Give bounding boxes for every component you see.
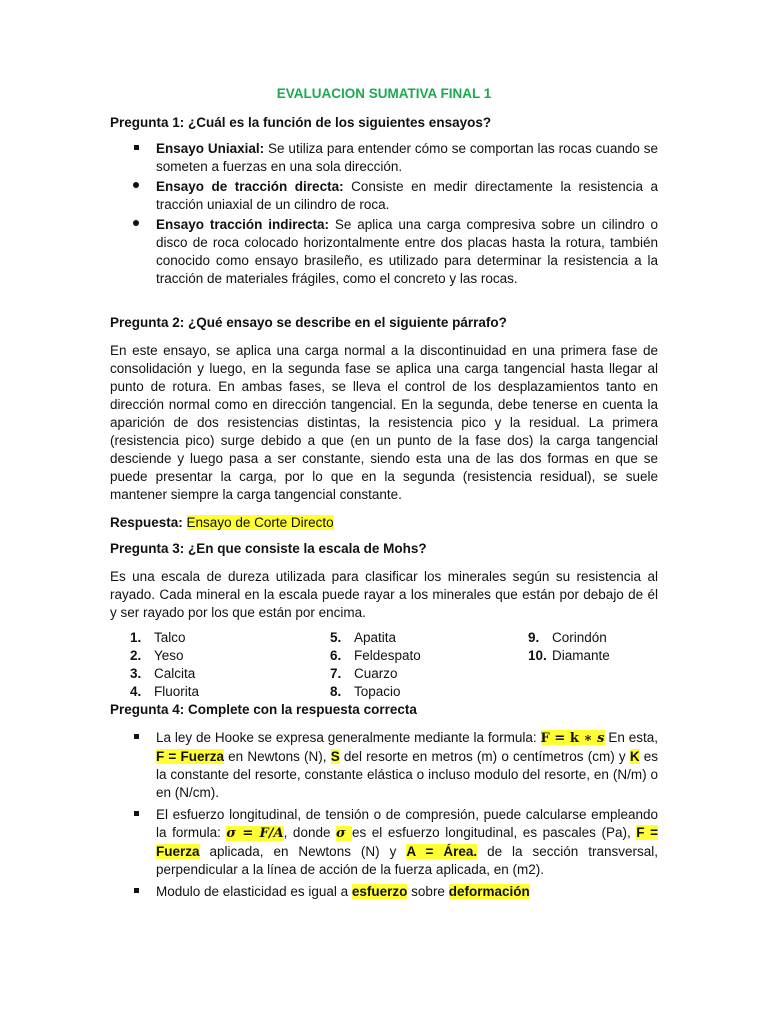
question-2-heading: Pregunta 2: ¿Qué ensayo se describe en el siguiente párrafo? [110, 315, 507, 330]
term-description: Consiste en medir directamente la resistencia a tracción uniaxial de un cilindro de roca. [156, 179, 658, 212]
answer-highlight: F = Fuerza [156, 749, 224, 764]
question-1-list [110, 140, 658, 288]
formula-highlight: F = k ∗ s [540, 731, 605, 746]
mohs-column-3 [528, 629, 610, 665]
formula-highlight: σ [336, 826, 352, 841]
list-item: 10. Diamante [528, 648, 610, 663]
term-label: Ensayo Uniaxial: [156, 141, 265, 156]
question-2-section [110, 314, 658, 532]
question-4-section [110, 701, 658, 903]
list-item: 4. Fluorita [130, 684, 200, 699]
square-bullet-icon [130, 806, 142, 824]
question-4-list [110, 729, 658, 901]
answer-highlight: S [330, 749, 340, 764]
round-bullet-icon [130, 216, 142, 234]
mohs-column-2 [330, 629, 421, 701]
list-item: 9. Corindón [528, 630, 607, 645]
list-item: 3. Calcita [130, 666, 196, 681]
answer-highlight: K [629, 749, 640, 764]
question-3-paragraph: Es una escala de dureza utilizada para clasificar los minerales según su resistencia al rayado. Cada mineral en la escala puede rayar a los minerales que están por debajo de él y ser rayado por los que están por encima. [110, 569, 658, 620]
question-3-section [110, 540, 658, 622]
question-3-heading: Pregunta 3: ¿En que consiste la escala de Mohs? [110, 541, 427, 556]
square-bullet-icon [130, 729, 142, 747]
list-item: 6. Feldespato [330, 648, 421, 663]
document-title: EVALUACION SUMATIVA FINAL 1 [276, 86, 492, 101]
list-item: 2. Yeso [130, 648, 184, 663]
term-label: Ensayo tracción indirecta: [156, 217, 330, 232]
list-item: 1. Talco [130, 630, 186, 645]
term-description: Se utiliza para entender cómo se comportan las rocas cuando se someten a fuerzas en una sola dirección. [156, 141, 658, 174]
mohs-column-1 [130, 629, 199, 701]
question-1-section [110, 114, 658, 290]
question-4-heading: Pregunta 4: Complete con la respuesta correcta [110, 702, 417, 717]
list-item [110, 216, 658, 288]
round-bullet-icon [130, 178, 142, 196]
list-item: El esfuerzo longitudinal, de tensión o de compresión, puede calcularse empleando la formula: σ = F/A, donde σ es el esfuerzo longitudinal, es pascales (Pa), F = Fuerza aplicada, en Newtons (N) y A = Área. de la sección transversal, perpendicular a la línea de acción de la fuerza aplicada, en (m2). [110, 806, 658, 879]
answer-highlight: deformación [448, 884, 530, 899]
answer-highlight: Ensayo de Corte Directo [186, 515, 334, 530]
answer-highlight: A = Área. [406, 844, 478, 859]
list-item: 8. Topacio [330, 684, 401, 699]
square-bullet-icon [130, 140, 142, 158]
answer-highlight: F = Fuerza [156, 825, 658, 859]
question-2-paragraph: En este ensayo, se aplica una carga normal a la discontinuidad en una primera fase de consolidación y luego, en la segunda fase se aplica una carga tangencial hasta llegar al punto de rotura. En ambas fases, se lleva el control de los desplazamientos tanto en dirección normal como en dirección tangencial. En la segunda, debe tenerse en cuenta la aparición de dos resistencias distintas, la resistencia pico y la residual. La primera (resistencia pico) surge debido a que (en un punto de la fase dos) la carga tangencial desciende y luego pasa a ser constante, siendo esta una de las dos formas en que se puede presentar la carga, por lo que en la segunda (resistencia residual), se suele mantener siempre la carga tangencial constante. [110, 343, 658, 502]
answer-highlight: esfuerzo [351, 884, 408, 899]
list-item: 5. Apatita [330, 630, 397, 645]
question-2-answer [110, 514, 658, 532]
list-item [110, 140, 658, 176]
term-label: Ensayo de tracción directa: [156, 179, 344, 194]
list-item: Modulo de elasticidad es igual a esfuerzo sobre deformación [110, 883, 658, 901]
formula-highlight: σ = F/A [226, 826, 284, 841]
list-item [110, 178, 658, 214]
question-1-heading: Pregunta 1: ¿Cuál es la función de los siguientes ensayos? [110, 115, 492, 130]
list-item: La ley de Hooke se expresa generalmente mediante la formula: F = k ∗ s En esta, F = Fuerza en Newtons (N), S del resorte en metros (m) o centímetros (cm) y K es la constante del resorte, constante elástica o incluso modulo del resorte, en (N/m) o en (N/cm). [110, 729, 658, 802]
square-bullet-icon [130, 883, 142, 901]
list-item: 7. Cuarzo [330, 666, 398, 681]
answer-label: Respuesta: [110, 515, 183, 530]
term-description: Se aplica una carga compresiva sobre un cilindro o disco de roca colocado horizontalmente entre dos placas hasta la rotura, también conocido como ensayo brasileño, es utilizado para determinar la resistencia a la tracción de materiales frágiles, como el concreto y las rocas. [156, 217, 659, 286]
